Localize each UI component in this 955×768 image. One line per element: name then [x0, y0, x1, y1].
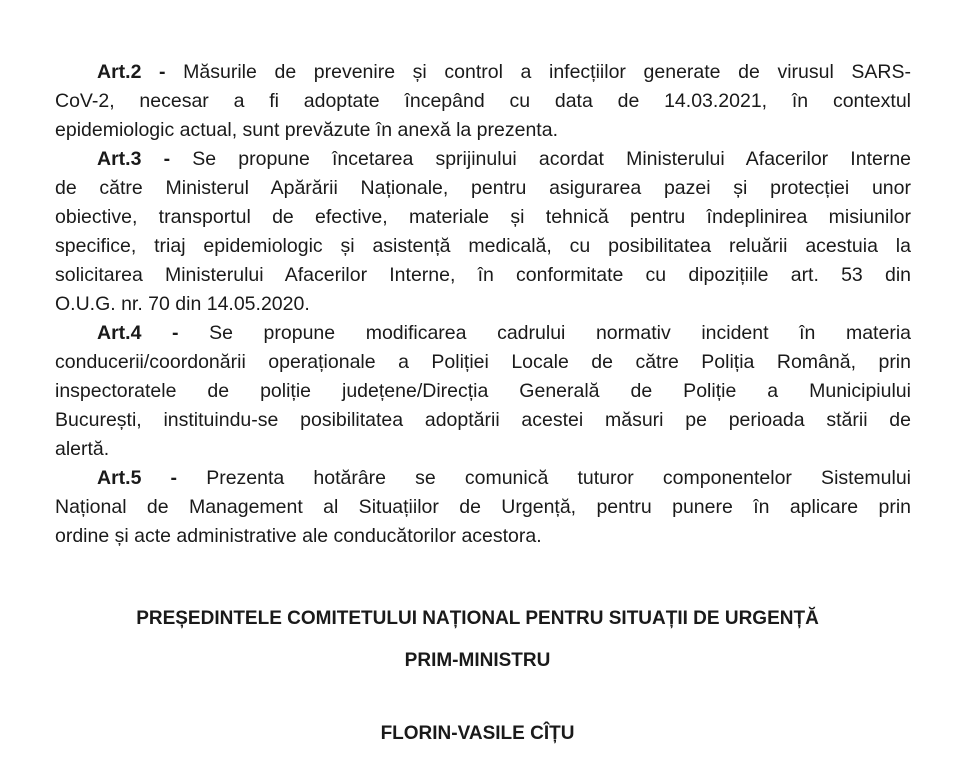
signature-title: PREȘEDINTELE COMITETULUI NAȚIONAL PENTRU SITUAȚII DE URGENȚĂ: [136, 608, 819, 629]
article-label: Art.4 -: [97, 322, 179, 344]
article-label: Art.2 -: [97, 61, 166, 83]
article-label: Art.5 -: [97, 467, 178, 489]
signature-role: PRIM-MINISTRU: [404, 650, 551, 671]
signature-name: FLORIN-VASILE CÎȚU: [380, 723, 575, 744]
article-3: Art.3 - Se propune încetarea sprijinului acordat Ministerului Afacerilor Interne de către Ministerul Apărării Naționale, pentru asigurarea pazei și protecției unor obiective, transportul de efective, materiale și tehnică pentru îndeplinirea misiunilor specifice, triaj epidemiologic și asistență medicală, cu posibilitatea reluării acestuia la solicitarea Ministerului Afacerilor Interne, în conformitate cu dipozițiile art. 53 din O.U.G. nr. 70 din 14.05.2020.: [55, 148, 912, 315]
document-body: [55, 58, 911, 551]
article-label: Art.3 -: [97, 148, 171, 170]
article-2: Art.2 - Măsurile de prevenire și control a infecțiilor generate de virusul SARS- CoV-2, necesar a fi adoptate începând cu data de 14.03.2021, în contextul epidemiologic actual, sunt prevăzute în anexă la prezenta.: [55, 61, 911, 141]
article-4: Art.4 - Se propune modificarea cadrului normativ incident în materia conducerii/coordonării operaționale a Poliției Locale de către Poliția Română, prin inspectoratele de poliție județene/Direcția Generală de Poliție a Municipiului București, instituindu-se posibilitatea adoptării acestei măsuri pe perioada stării de alertă.: [55, 322, 911, 460]
article-5: Art.5 - Prezenta hotărâre se comunică tuturor componentelor Sistemului Național de Management al Situațiilor de Urgență, pentru punere în aplicare prin ordine și acte administrative ale conducătorilor acestora.: [55, 467, 912, 547]
